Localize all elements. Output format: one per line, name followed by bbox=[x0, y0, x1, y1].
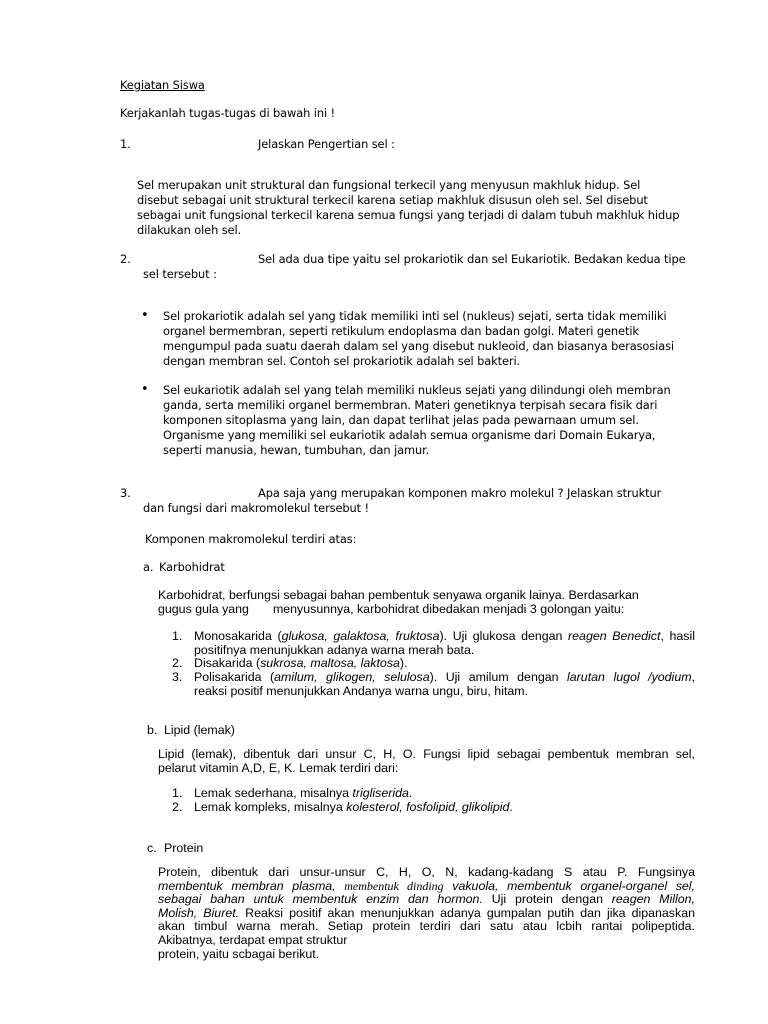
protein-title: Protein bbox=[164, 841, 204, 855]
protein-line-5: akan timbul warna merah. Setiap protein terdiri dari satu atau lcbih rantai polipeptida. bbox=[158, 919, 695, 934]
q3-question-line-2: dan fungsi dari makromolekul tersebut ! bbox=[143, 501, 369, 515]
prokariotik-line-2: organel bermembran, seperti retikulum endoplasma dan badan golgi. Materi genetik bbox=[163, 324, 639, 338]
eukariotik-line-5: seperti manusia, hewan, tumbuhan, dan jamur. bbox=[163, 443, 430, 457]
q2-question-line-1: Sel ada dua tipe yaitu sel prokariotik dan sel Eukariotik. Bedakan kedua tipe bbox=[258, 252, 686, 266]
instruction: Kerjakanlah tugas-tugas di bawah ini ! bbox=[120, 106, 336, 120]
lipid-item-sederhana: Lemak sederhana, misalnya trigliserida. bbox=[194, 786, 413, 800]
prokariotik-line-3: mengumpul pada suatu daerah dalam sel yang disebut nukleoid, dan biasanya berasosiasi bbox=[163, 339, 674, 353]
karbohidrat-item-monosakarida: Monosakarida (glukosa, galaktosa, fruktosa). Uji glukosa dengan reagen Benedict, hasil positifnya menunjukkan adanya warna merah bata. bbox=[194, 629, 695, 657]
q1-answer-line-3: sebagai unit fungsional terkecil karena semua fungsi yang terjadi di dalam tubuh makhluk hidup bbox=[137, 208, 680, 222]
protein-line-6: Akibatnya, terdapat empat struktur bbox=[158, 932, 348, 947]
karbohidrat-para-line-2: gugus gula yang menyusunnya, karbohidrat dibedakan menjadi 3 golongan yaitu: bbox=[158, 601, 625, 616]
q3-question-line-1: Apa saja yang merupakan komponen makro molekul ? Jelaskan struktur bbox=[258, 486, 662, 500]
karbohidrat-item-polisakarida: Polisakarida (amilum, glikogen, selulosa). Uji amilum dengan larutan lugol /yodium, reaksi positif menunjukkan Andanya warna ungu, biru, hitam. bbox=[194, 670, 695, 698]
q3-intro: Komponen makromolekul terdiri atas: bbox=[145, 532, 357, 546]
q1-answer-line-2: disebut sebagai unit struktural terkecil karena setiap makhluk disusun oleh sel. Sel disebut bbox=[137, 193, 648, 207]
lipid-title: Lipid (lemak) bbox=[164, 723, 235, 737]
lipid-item-kompleks: Lemak kompleks, misalnya kolesterol, fosfolipid, glikolipid. bbox=[194, 800, 513, 814]
lipid-para bbox=[158, 748, 695, 775]
karbohidrat-title: Karbohidrat bbox=[159, 560, 225, 574]
q2-question-line-2: sel tersebut : bbox=[143, 267, 217, 281]
bullet-icon: • bbox=[141, 382, 149, 397]
karbohidrat-para bbox=[158, 589, 639, 616]
q3-number: 3. bbox=[120, 486, 131, 500]
protein-label: c. bbox=[147, 841, 157, 855]
q1-question: Jelaskan Pengertian sel : bbox=[258, 137, 395, 151]
karbohidrat-para-line-1: Karbohidrat, berfungsi sebagai bahan pembentuk senyawa organik lainya. Berdasarkan bbox=[158, 588, 639, 602]
bullet-icon: • bbox=[141, 308, 149, 323]
karbohidrat-item-number: 1. bbox=[172, 629, 183, 643]
protein-para bbox=[158, 866, 695, 961]
q1-answer-line-4: dilakukan oleh sel. bbox=[137, 223, 242, 237]
protein-line-2: membentuk membran plasma, membentuk dinding vakuola, membentuk organel-organel sel, bbox=[158, 878, 695, 893]
protein-line-3: sebagai bahan untuk membentuk enzim dan hormon. Uji protein dengan reagen Millon, bbox=[158, 892, 695, 907]
karbohidrat-item-disakarida: Disakarida (sukrosa, maltosa, laktosa). bbox=[194, 656, 408, 670]
lipid-para-line-1: Lipid (lemak), dibentuk dari unsur C, H, O. Fungsi lipid sebagai pembentuk membran sel, bbox=[158, 747, 695, 761]
heading: Kegiatan Siswa bbox=[120, 78, 205, 92]
lipid-item-number: 1. bbox=[172, 786, 183, 800]
q1-number: 1. bbox=[120, 137, 131, 151]
eukariotik-line-4: Organisme yang memiliki sel eukariotik adalah semua organisme dari Domain Eukarya, bbox=[163, 428, 656, 442]
protein-line-7: protein, yaitu scbagai berikut. bbox=[158, 946, 320, 961]
lipid-label: b. bbox=[147, 723, 158, 737]
eukariotik-line-1: Sel eukariotik adalah sel yang telah memiliki nukleus sejati yang dilindungi oleh membran bbox=[163, 383, 671, 397]
eukariotik-line-3: komponen sitoplasma yang lain, dan dapat terlihat jelas pada pewarnaan umum sel. bbox=[163, 413, 639, 427]
karbohidrat-item-number: 3. bbox=[172, 670, 183, 684]
lipid-para-line-2: pelarut vitamin A,D, E, K. Lemak terdiri dari: bbox=[158, 760, 399, 775]
protein-line-4: Molish, Biuret. Reaksi positif akan menunjukkan adanya gumpalan putih dan jika dipanaskan bbox=[158, 905, 695, 920]
eukariotik-line-2: ganda, serta memiliki organel bermembran. Materi genetiknya terpisah secara fisik dari bbox=[163, 398, 658, 412]
prokariotik-line-1: Sel prokariotik adalah sel yang tidak memiliki inti sel (nukleus) sejati, serta tidak memiliki bbox=[163, 309, 667, 323]
prokariotik-line-4: dengan membran sel. Contoh sel prokariotik adalah sel bakteri. bbox=[163, 354, 521, 368]
lipid-item-number: 2. bbox=[172, 800, 183, 814]
karbohidrat-label: a. bbox=[143, 560, 154, 574]
karbohidrat-item-number: 2. bbox=[172, 656, 183, 670]
q1-answer-line-1: Sel merupakan unit struktural dan fungsional terkecil yang menyusun makhluk hidup. Sel bbox=[137, 178, 641, 192]
protein-line-1: Protein, dibentuk dari unsur-unsur C, H, O, N, kadang-kadang S atau P. Fungsinya bbox=[158, 865, 695, 879]
q2-number: 2. bbox=[120, 252, 131, 266]
